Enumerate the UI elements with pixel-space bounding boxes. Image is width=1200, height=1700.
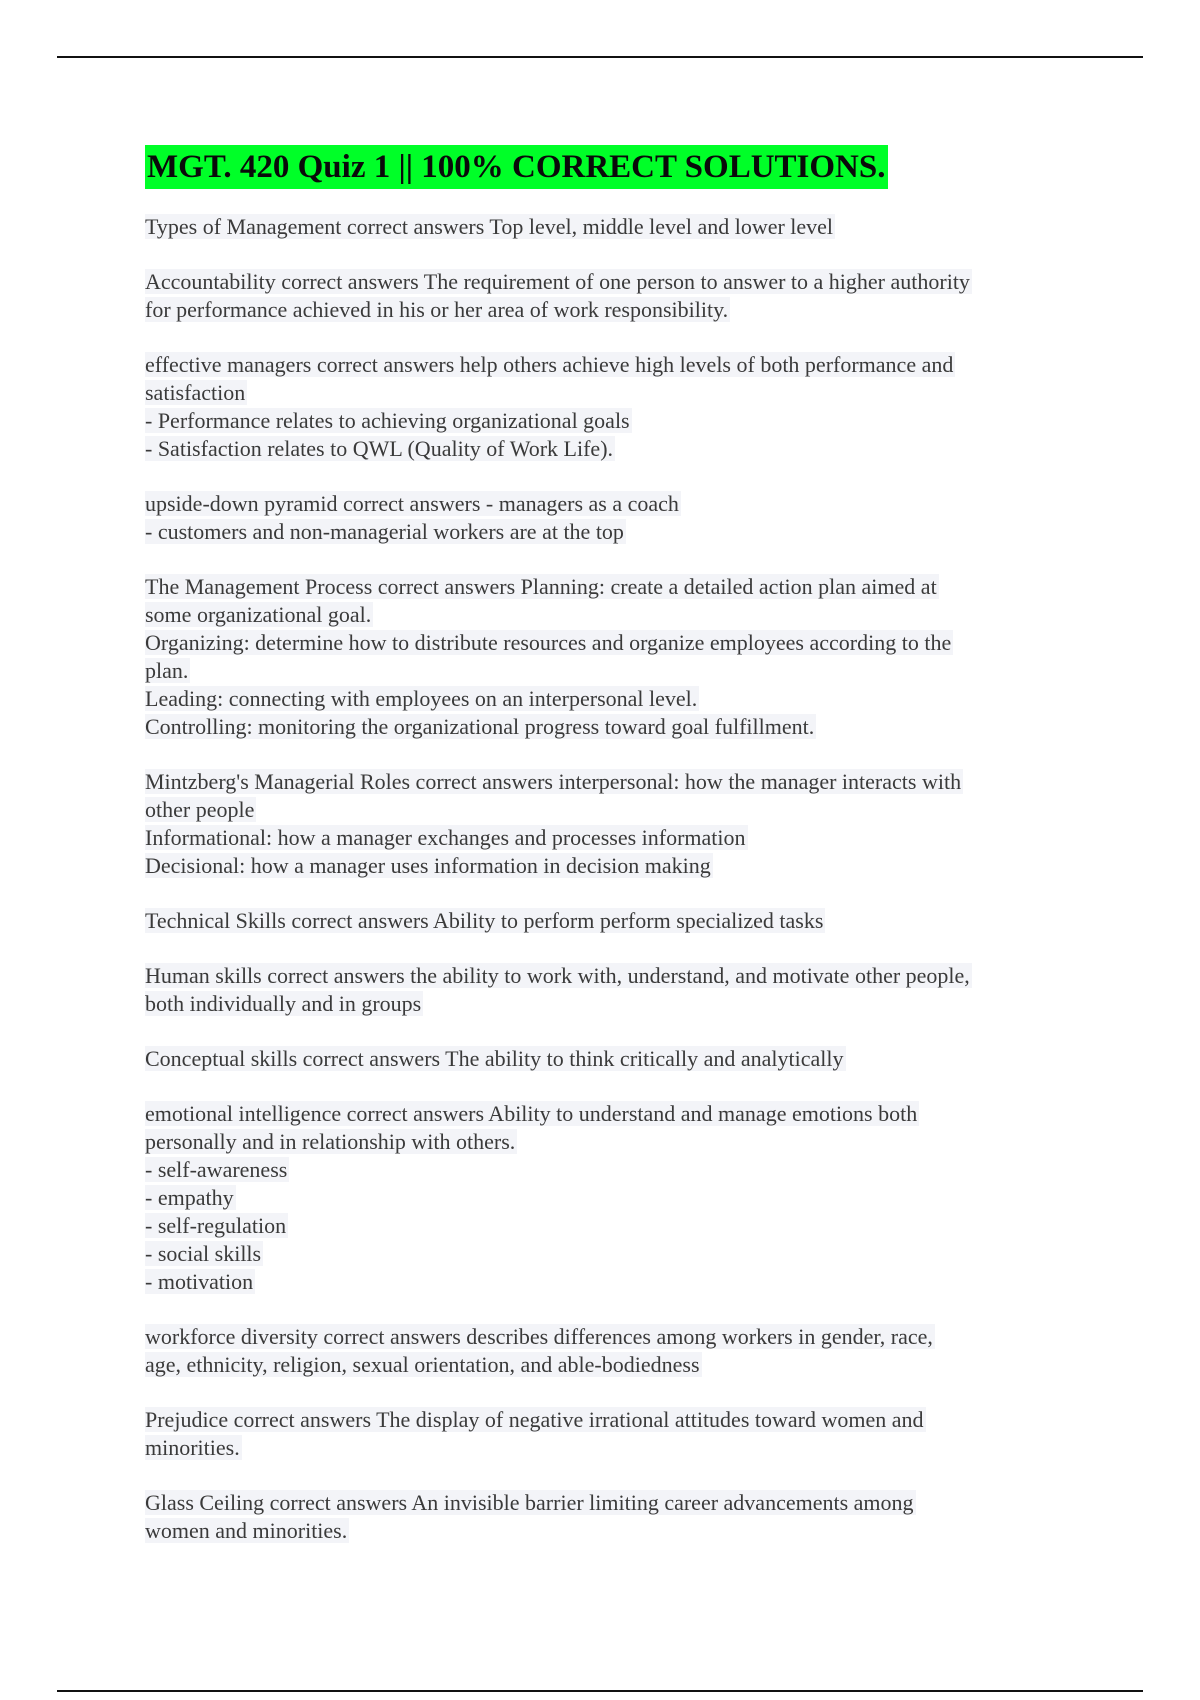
qa-entry-line [145, 1240, 1075, 1268]
qa-entry [145, 351, 1075, 463]
qa-entry [145, 768, 1075, 880]
qa-entry [145, 1489, 1075, 1545]
qa-entry-line [145, 1351, 1075, 1379]
qa-entry-text: - empathy [145, 1185, 234, 1210]
qa-entry-line [145, 435, 1075, 463]
qa-entry-line [145, 685, 1075, 713]
qa-entry-text: Organizing: determine how to distribute resources and organize employees according to the [145, 630, 952, 655]
qa-entry-line [145, 1045, 1075, 1073]
qa-entry-line [145, 573, 1075, 601]
qa-entry-line [145, 1489, 1075, 1517]
qa-entry-text: plan. [145, 658, 189, 683]
qa-entry-text: Technical Skills correct answers Ability to perform perform specialized tasks [145, 908, 824, 933]
qa-entry [145, 213, 1075, 241]
qa-entry-line [145, 518, 1075, 546]
qa-entry-line [145, 601, 1075, 629]
qa-entry-line [145, 1268, 1075, 1296]
qa-entry-line [145, 768, 1075, 796]
bottom-rule [57, 1690, 1143, 1692]
qa-entry-line [145, 962, 1075, 990]
qa-entry-line [145, 1100, 1075, 1128]
qa-entry-text: - self-awareness [145, 1157, 288, 1182]
qa-entry-text: Controlling: monitoring the organizational progress toward goal fulfillment. [145, 714, 815, 739]
qa-entry-line [145, 1184, 1075, 1212]
qa-entry-text: personally and in relationship with others. [145, 1129, 516, 1154]
qa-entry-text: Human skills correct answers the ability to work with, understand, and motivate other people, [145, 963, 970, 988]
qa-entry-text: Informational: how a manager exchanges and processes information [145, 825, 746, 850]
qa-entry-line [145, 907, 1075, 935]
qa-entry-text: Prejudice correct answers The display of negative irrational attitudes toward women and [145, 1407, 924, 1432]
qa-entry [145, 1406, 1075, 1462]
qa-entry-line [145, 407, 1075, 435]
qa-entry-line [145, 1212, 1075, 1240]
qa-entry-line [145, 657, 1075, 685]
qa-entry-text: Accountability correct answers The requirement of one person to answer to a higher authority [145, 269, 970, 294]
qa-entry-text: minorities. [145, 1435, 240, 1460]
qa-entry-text: - customers and non-managerial workers are at the top [145, 519, 624, 544]
qa-entry-line [145, 629, 1075, 657]
qa-entry-line [145, 824, 1075, 852]
qa-entry-text: The Management Process correct answers Planning: create a detailed action plan aimed at [145, 574, 937, 599]
qa-entry-text: women and minorities. [145, 1518, 348, 1543]
qa-entry-text: Types of Management correct answers Top level, middle level and lower level [145, 214, 834, 239]
qa-entry-line [145, 1323, 1075, 1351]
qa-entry [145, 573, 1075, 741]
qa-entry-text: age, ethnicity, religion, sexual orientation, and able-bodiedness [145, 1352, 700, 1377]
qa-entry [145, 1323, 1075, 1379]
qa-entry-text: - motivation [145, 1269, 254, 1294]
page-title: MGT. 420 Quiz 1 || 100% CORRECT SOLUTIONS. [145, 145, 888, 189]
qa-entry [145, 268, 1075, 324]
qa-entry [145, 1045, 1075, 1073]
qa-entry-line [145, 296, 1075, 324]
qa-entry-line [145, 1128, 1075, 1156]
qa-entry [145, 490, 1075, 546]
qa-entry-line [145, 213, 1075, 241]
qa-entry-text: effective managers correct answers help others achieve high levels of both performance and [145, 352, 954, 377]
qa-entry-text: Glass Ceiling correct answers An invisible barrier limiting career advancements among [145, 1490, 914, 1515]
qa-entry-text: Mintzberg's Managerial Roles correct answers interpersonal: how the manager interacts with [145, 769, 962, 794]
qa-entry-text: - social skills [145, 1241, 262, 1266]
qa-entry-text: both individually and in groups [145, 991, 422, 1016]
qa-entry-text: emotional intelligence correct answers Ability to understand and manage emotions both [145, 1101, 918, 1126]
qa-list [145, 213, 1075, 1572]
qa-entry-line [145, 351, 1075, 379]
qa-entry [145, 907, 1075, 935]
qa-entry-text: satisfaction [145, 380, 246, 405]
qa-entry [145, 962, 1075, 1018]
qa-entry-text: Decisional: how a manager uses information in decision making [145, 853, 711, 878]
qa-entry-line [145, 1517, 1075, 1545]
qa-entry-text: Leading: connecting with employees on an interpersonal level. [145, 686, 698, 711]
qa-entry-text: other people [145, 797, 255, 822]
qa-entry-text: - self-regulation [145, 1213, 287, 1238]
top-rule [57, 56, 1143, 58]
qa-entry-line [145, 1406, 1075, 1434]
qa-entry-text: some organizational goal. [145, 602, 372, 627]
qa-entry-text: - Performance relates to achieving organizational goals [145, 408, 630, 433]
qa-entry-text: - Satisfaction relates to QWL (Quality of Work Life). [145, 436, 614, 461]
qa-entry-line [145, 1156, 1075, 1184]
qa-entry-line [145, 490, 1075, 518]
qa-entry-text: upside-down pyramid correct answers - managers as a coach [145, 491, 679, 516]
qa-entry-line [145, 796, 1075, 824]
qa-entry-line [145, 1434, 1075, 1462]
qa-entry-line [145, 379, 1075, 407]
qa-entry-text: Conceptual skills correct answers The ability to think critically and analytically [145, 1046, 844, 1071]
qa-entry [145, 1100, 1075, 1296]
qa-entry-line [145, 268, 1075, 296]
qa-entry-line [145, 990, 1075, 1018]
qa-entry-line [145, 852, 1075, 880]
qa-entry-line [145, 713, 1075, 741]
qa-entry-text: for performance achieved in his or her area of work responsibility. [145, 297, 729, 322]
qa-entry-text: workforce diversity correct answers describes differences among workers in gender, race, [145, 1324, 933, 1349]
